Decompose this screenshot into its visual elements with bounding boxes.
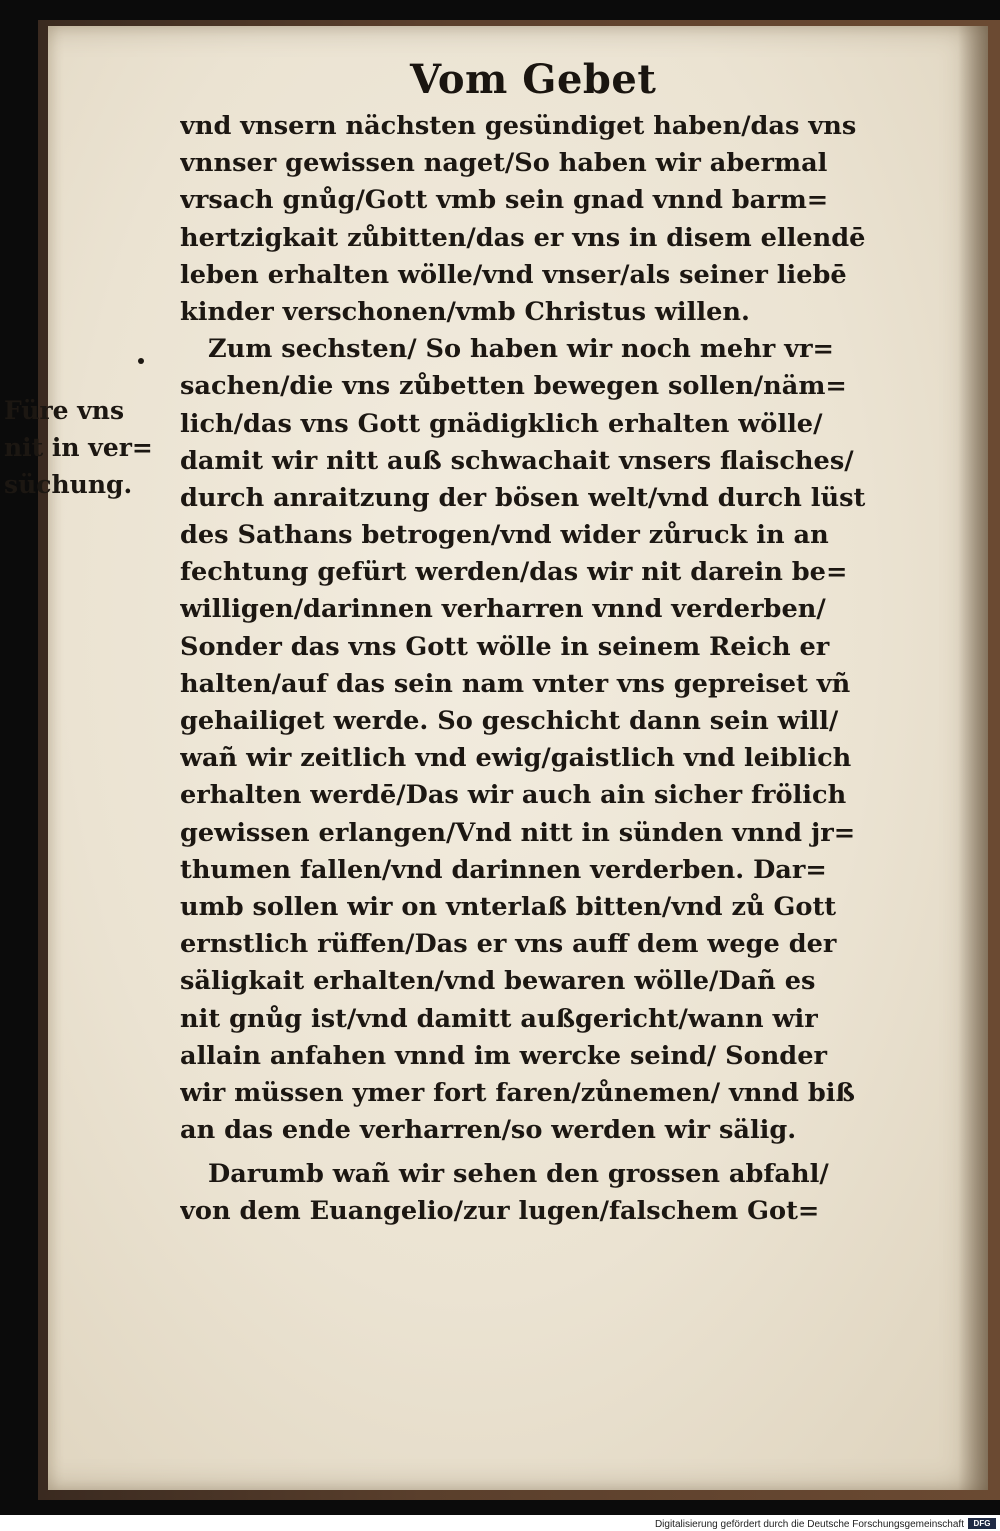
text-line: umb sollen wir on vnterlaß bitten/vnd zů Gott xyxy=(180,891,837,922)
text-line: gewissen erlangen/Vnd nitt in sünden vnnd jr= xyxy=(180,817,856,848)
text-line: hertzigkait zůbitten/das er vns in disem ellendē xyxy=(180,222,866,253)
footer-bar xyxy=(0,1515,1000,1531)
digitization-credit: Digitalisierung gefördert durch die Deutsche Forschungsgemeinschaft xyxy=(654,1519,964,1530)
text-line: thumen fallen/vnd darinnen verderben. Dar= xyxy=(180,854,827,885)
text-line: fechtung gefürt werden/das wir nit darein be= xyxy=(180,557,848,588)
text-line: lich/das vns Gott gnädigklich erhalten wölle/ xyxy=(180,408,823,439)
text-line: vnnser gewissen naget/So haben wir abermal xyxy=(180,148,828,179)
text-line: gehailiget werde. So geschicht dann sein will/ xyxy=(180,706,839,736)
text-line: vnd vnsern nächsten gesündiget haben/das vns xyxy=(180,111,857,141)
text-line: vrsach gnůg/Gott vmb sein gnad vnnd barm= xyxy=(180,185,829,216)
text-line: ernstlich rüffen/Das er vns auff dem wege der xyxy=(180,929,837,960)
marginal-note-line: süchung. xyxy=(4,470,133,500)
text-line: Zum sechsten/ So haben wir noch mehr vr= xyxy=(208,334,834,365)
marginal-note-line: Füre vns xyxy=(4,396,125,425)
margin-dot-mark xyxy=(138,358,144,364)
body-text xyxy=(180,108,928,1230)
text-line: wañ wir zeitlich vnd ewig/gaistlich vnd leiblich xyxy=(180,743,852,774)
text-line: säligkait erhalten/vnd bewaren wölle/Dañ es xyxy=(180,966,816,997)
text-line: an das ende verharren/so werden wir sälig. xyxy=(180,1115,797,1146)
text-line: halten/auf das sein nam vnter vns gepreiset vñ xyxy=(180,668,851,699)
page-gutter-shadow xyxy=(958,26,988,1490)
text-line: erhalten werdē/Das wir auch ain sicher frölich xyxy=(180,780,847,811)
marginal-note-line: nit in ver= xyxy=(4,433,153,463)
text-line: kinder verschonen/vmb Christus willen. xyxy=(180,296,750,327)
text-line: sachen/die vns zůbetten bewegen sollen/näm= xyxy=(180,371,847,402)
text-line: nit gnůg ist/vnd damitt außgericht/wann wir xyxy=(180,1003,818,1034)
text-line: von dem Euangelio/zur lugen/falschem Got= xyxy=(180,1196,820,1227)
text-line: durch anraitzung der bösen welt/vnd durch lüst xyxy=(180,482,866,513)
text-line: wir müssen ymer fort faren/zůnemen/ vnnd biß xyxy=(180,1077,855,1108)
text-line: damit wir nitt auß schwachait vnsers flaisches/ xyxy=(180,445,854,476)
text-line: allain anfahen vnnd im wercke seind/ Sonder xyxy=(180,1040,827,1071)
marginal-note xyxy=(4,392,174,504)
text-line: leben erhalten wölle/vnd vnser/als seiner liebē xyxy=(180,259,847,290)
text-line: Darumb wañ wir sehen den grossen abfahl/ xyxy=(208,1159,829,1190)
running-head: Vom Gebet xyxy=(410,56,657,103)
text-line: Sonder das vns Gott wölle in seinem Reich er xyxy=(180,631,830,662)
dfg-logo: DFG xyxy=(968,1518,996,1529)
text-line: des Sathans betrogen/vnd wider zůruck in an xyxy=(180,520,829,551)
text-line: willigen/darinnen verharren vnnd verderben/ xyxy=(180,594,826,625)
